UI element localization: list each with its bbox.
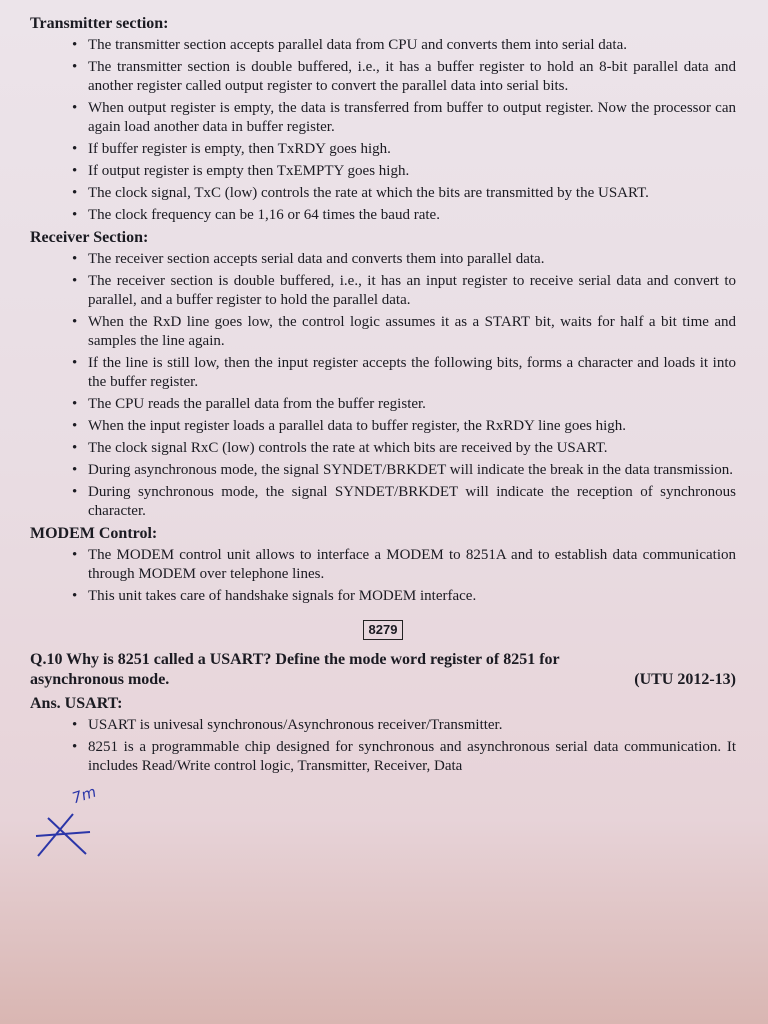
question-block — [30, 650, 736, 690]
list-item: • The MODEM control unit allows to interface a MODEM to 8251A and to establish data communication through MODEM over telephone lines. — [88, 546, 736, 584]
list-item: • USART is univesal synchronous/Asynchronous receiver/Transmitter. — [88, 716, 736, 735]
list-item: • The transmitter section accepts parallel data from CPU and converts them into serial data. — [88, 36, 736, 55]
chapter-tag-box: 8279 — [363, 620, 404, 640]
receiver-list — [30, 250, 736, 521]
question-line-1: Q.10 Why is 8251 called a USART? Define the mode word register of 8251 for — [30, 651, 560, 668]
modem-heading: MODEM Control: — [30, 525, 158, 542]
pen-scribble-icon — [28, 806, 98, 866]
transmitter-list — [30, 36, 736, 225]
list-item: • When the RxD line goes low, the control logic assumes it as a START bit, waits for half a bit time and samples the line again. — [88, 313, 736, 351]
answer-heading: Ans. USART: — [30, 695, 123, 712]
question-source: (UTU 2012-13) — [634, 671, 736, 688]
list-item: • If output register is empty then TxEMPTY goes high. — [88, 162, 736, 181]
receiver-heading: Receiver Section: — [30, 229, 149, 246]
list-item: • 8251 is a programmable chip designed for synchronous and asynchronous serial data communication. It includes Read/Write control logic, Transmitter, Receiver, Data — [88, 738, 736, 776]
page-content — [30, 14, 736, 779]
list-item: • The transmitter section is double buffered, i.e., it has a buffer register to hold an 8-bit parallel data and another register called output register to convert the parallel data into serial bits. — [88, 58, 736, 96]
list-item: • During synchronous mode, the signal SYNDET/BRKDET will indicate the reception of synchronous character. — [88, 483, 736, 521]
list-item: • This unit takes care of handshake signals for MODEM interface. — [88, 587, 736, 606]
question-line-2-row — [30, 670, 736, 690]
list-item: • The receiver section is double buffered, i.e., it has an input register to receive serial data and convert to parallel, and a buffer register to hold the parallel data. — [88, 272, 736, 310]
handwritten-note: 7m — [69, 782, 99, 808]
list-item: • The clock frequency can be 1,16 or 64 times the baud rate. — [88, 206, 736, 225]
list-item: • During asynchronous mode, the signal SYNDET/BRKDET will indicate the break in the data transmission. — [88, 461, 736, 480]
list-item: • When output register is empty, the data is transferred from buffer to output register. Now the processor can again load another data in buffer register. — [88, 99, 736, 137]
list-item: • If buffer register is empty, then TxRDY goes high. — [88, 140, 736, 159]
list-item: • The clock signal, TxC (low) controls the rate at which the bits are transmitted by the USART. — [88, 184, 736, 203]
chapter-box-wrapper — [30, 620, 736, 640]
modem-list — [30, 546, 736, 606]
transmitter-heading: Transmitter section: — [30, 15, 169, 32]
list-item: • The receiver section accepts serial data and converts them into parallel data. — [88, 250, 736, 269]
list-item: • The clock signal RxC (low) controls the rate at which bits are received by the USART. — [88, 439, 736, 458]
list-item: • The CPU reads the parallel data from the buffer register. — [88, 395, 736, 414]
list-item: • When the input register loads a parallel data to buffer register, the RxRDY line goes high. — [88, 417, 736, 436]
answer-list — [30, 716, 736, 776]
question-line-2: asynchronous mode. — [30, 671, 170, 688]
list-item: • If the line is still low, then the input register accepts the following bits, forms a character and loads it into the buffer register. — [88, 354, 736, 392]
